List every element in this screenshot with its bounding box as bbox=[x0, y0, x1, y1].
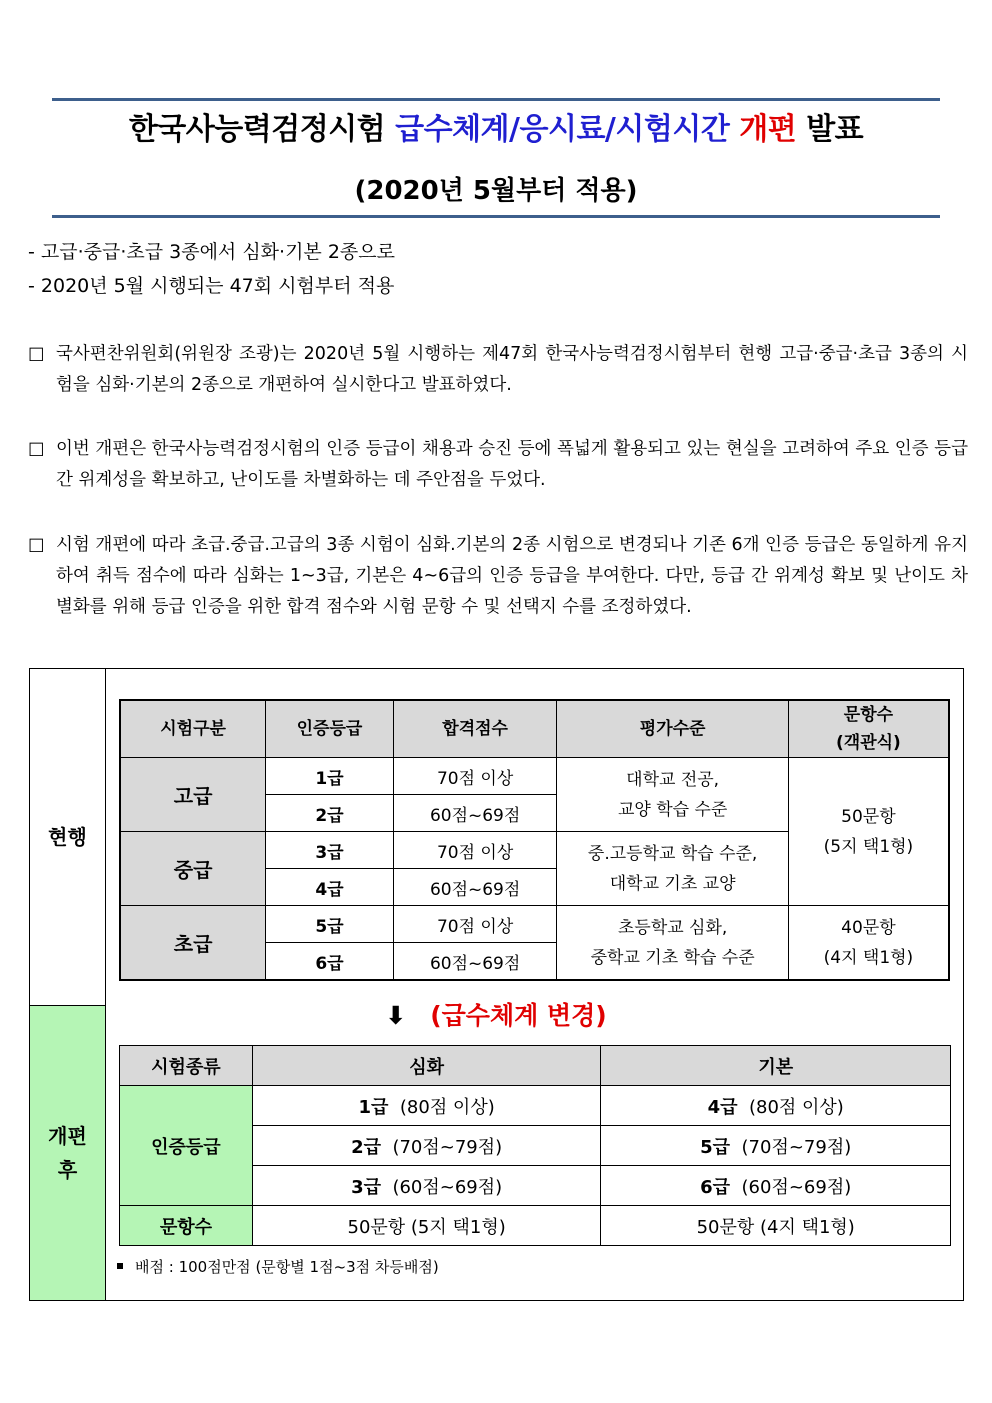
group-advanced: 고급 bbox=[120, 758, 266, 832]
questions-cell bbox=[788, 758, 949, 906]
eval-cell bbox=[557, 906, 788, 981]
score-cell: 70점 이상 bbox=[393, 832, 557, 869]
header-questions-line1: 문항수 bbox=[843, 705, 894, 725]
side-after-line1: 개편 bbox=[48, 1124, 87, 1148]
level-name: 4급 bbox=[707, 1096, 738, 1118]
score-cell: 70점 이상 bbox=[393, 906, 557, 943]
score-cell: 60점~69점 bbox=[393, 943, 557, 981]
level-score: (80점 이상) bbox=[748, 1096, 844, 1118]
level-score: (60점~69점) bbox=[392, 1176, 503, 1198]
header-eval-level: 평가수준 bbox=[557, 700, 788, 758]
eval-line: 대학교 전공, bbox=[626, 769, 720, 790]
questions-line: 50문항 bbox=[841, 806, 896, 827]
questions-line: 40문항 bbox=[841, 917, 896, 938]
advanced-level-cell bbox=[252, 1166, 601, 1206]
checkbox-icon: □ bbox=[28, 344, 45, 364]
advanced-level-cell bbox=[252, 1126, 601, 1166]
level-cell: 1급 bbox=[266, 758, 394, 795]
paragraph-1 bbox=[28, 339, 968, 401]
current-system-table bbox=[119, 699, 950, 981]
level-cell: 5급 bbox=[266, 906, 394, 943]
side-after-line2: 후 bbox=[57, 1158, 78, 1182]
paragraph-3-text: 시험 개편에 따라 초급.중급.고급의 3종 시험이 심화.기본의 2종 시험으로 변경되나 기존 6개 인증 등급은 동일하게 유지하여 취득 점수에 따라 심화는 1~3급, 기본은 4~6급의 인증 등급을 부여한다. 다만, 등급 간 위계성 확보 및 난이도 차별화를 위해 등급 인증을 위한 합격 점수와 시험 문항 수 및 선택지 수를 조정하였다. bbox=[56, 535, 968, 617]
square-bullet-icon bbox=[117, 1263, 123, 1269]
basic-level-cell bbox=[601, 1126, 951, 1166]
scoring-note bbox=[117, 1256, 439, 1277]
title-part3: 개편 bbox=[739, 112, 797, 147]
group-intermediate: 중급 bbox=[120, 832, 266, 906]
paragraph-1-text: 국사편찬위원회(위원장 조광)는 2020년 5월 시행하는 제47회 한국사능력검정시험부터 현행 고급·중급·초급 3종의 시험을 심화·기본의 2종으로 개편하여 실시한다고 발표하였다. bbox=[56, 344, 968, 395]
header-questions bbox=[788, 700, 949, 758]
header-exam-type: 시험구분 bbox=[120, 700, 266, 758]
eval-line: 대학교 기초 교양 bbox=[609, 873, 736, 894]
level-name: 5급 bbox=[700, 1136, 731, 1158]
advanced-questions-cell: 50문항 (5지 택1형) bbox=[252, 1206, 601, 1246]
header-questions-line2: (객관식) bbox=[836, 733, 901, 753]
group-beginner: 초급 bbox=[120, 906, 266, 981]
arrow-down-icon: ⬇ bbox=[385, 1001, 407, 1030]
checkbox-icon: □ bbox=[28, 535, 45, 555]
scoring-note-text: 배점 : 100점만점 (문항별 1점~3점 차등배점) bbox=[135, 1258, 439, 1276]
bottom-rule bbox=[52, 215, 940, 218]
level-score: (70점~79점) bbox=[392, 1136, 503, 1158]
title-part1: 한국사능력검정시험 bbox=[128, 112, 386, 147]
eval-line: 중.고등학교 학습 수준, bbox=[587, 843, 758, 864]
eval-line: 초등학교 심화, bbox=[617, 917, 728, 938]
title-part2: 급수체계/응시료/시험시간 bbox=[395, 112, 730, 147]
title-part4: 발표 bbox=[806, 112, 864, 147]
page-title bbox=[0, 104, 992, 148]
level-score: (60점~69점) bbox=[741, 1176, 852, 1198]
advanced-level-cell bbox=[252, 1086, 601, 1126]
side-label-current: 현행 bbox=[29, 668, 106, 1006]
level-score: (80점 이상) bbox=[399, 1096, 495, 1118]
questions-cell bbox=[788, 906, 949, 981]
paragraph-2-text: 이번 개편은 한국사능력검정시험의 인증 등급이 채용과 승진 등에 폭넓게 활용되고 있는 현실을 고려하여 주요 인증 등급 간 위계성을 확보하고, 난이도를 차별화하는 데 주안점을 두었다. bbox=[56, 439, 968, 490]
eval-line: 교양 학습 수준 bbox=[617, 799, 728, 820]
questions-line: (4지 택1형) bbox=[823, 947, 914, 968]
level-name: 6급 bbox=[700, 1176, 731, 1198]
eval-cell bbox=[557, 832, 788, 906]
top-rule bbox=[52, 98, 940, 101]
questions-line: (5지 택1형) bbox=[823, 836, 914, 857]
row-label-level: 인증등급 bbox=[120, 1086, 253, 1206]
paragraph-3 bbox=[28, 530, 968, 623]
bullet-1: - 고급·중급·초급 3종에서 심화·기본 2종으로 bbox=[28, 241, 395, 263]
level-score: (70점~79점) bbox=[741, 1136, 852, 1158]
row-label-questions: 문항수 bbox=[120, 1206, 253, 1246]
level-cell: 6급 bbox=[266, 943, 394, 981]
score-cell: 60점~69점 bbox=[393, 869, 557, 906]
basic-questions-cell: 50문항 (4지 택1형) bbox=[601, 1206, 951, 1246]
bullet-2: - 2020년 5월 시행되는 47회 시험부터 적용 bbox=[28, 275, 395, 297]
eval-cell bbox=[557, 758, 788, 832]
header-level: 인증등급 bbox=[266, 700, 394, 758]
level-name: 1급 bbox=[358, 1096, 389, 1118]
basic-level-cell bbox=[601, 1166, 951, 1206]
header-exam-kind: 시험종류 bbox=[120, 1046, 253, 1086]
basic-level-cell bbox=[601, 1086, 951, 1126]
level-cell: 4급 bbox=[266, 869, 394, 906]
checkbox-icon: □ bbox=[28, 439, 45, 459]
change-indicator bbox=[0, 996, 992, 1032]
level-cell: 3급 bbox=[266, 832, 394, 869]
level-cell: 2급 bbox=[266, 795, 394, 832]
level-name: 3급 bbox=[351, 1176, 381, 1198]
header-basic: 기본 bbox=[601, 1046, 951, 1086]
side-label-after bbox=[29, 1006, 106, 1301]
change-label: (급수체계 변경) bbox=[430, 1001, 607, 1030]
level-name: 2급 bbox=[351, 1136, 381, 1158]
page-subtitle: (2020년 5월부터 적용) bbox=[354, 176, 638, 206]
new-system-table bbox=[119, 1045, 951, 1246]
header-pass-score: 합격점수 bbox=[393, 700, 557, 758]
eval-line: 중학교 기초 학습 수준 bbox=[590, 947, 755, 968]
score-cell: 70점 이상 bbox=[393, 758, 557, 795]
header-advanced: 심화 bbox=[252, 1046, 601, 1086]
score-cell: 60점~69점 bbox=[393, 795, 557, 832]
paragraph-2 bbox=[28, 434, 968, 496]
